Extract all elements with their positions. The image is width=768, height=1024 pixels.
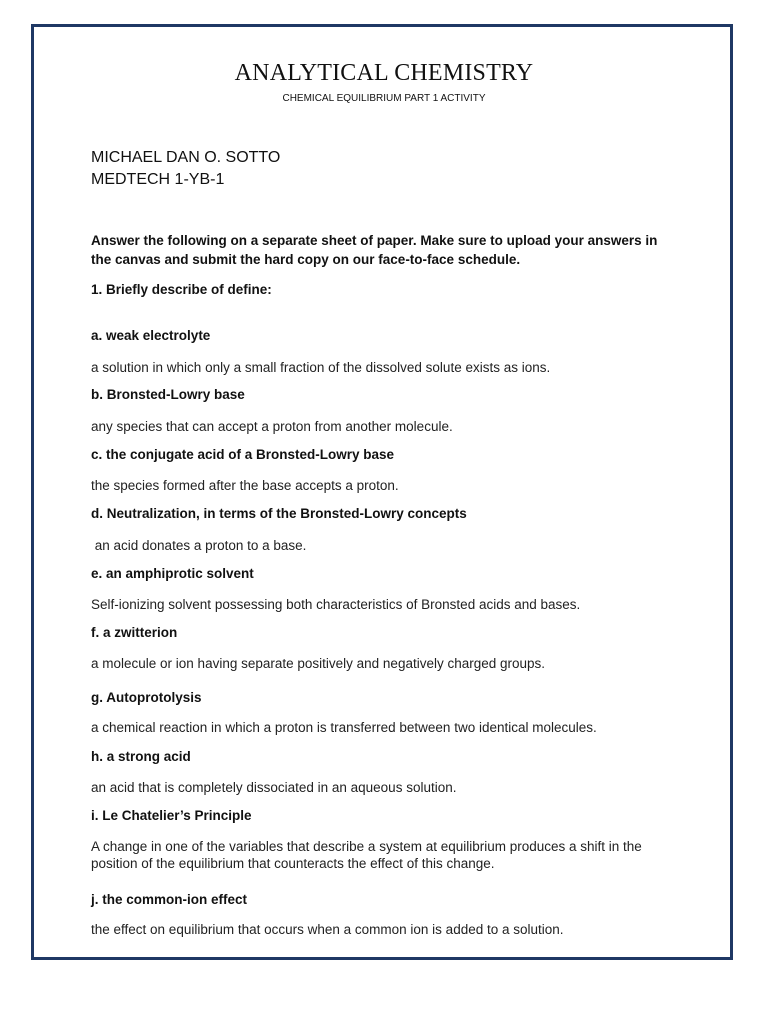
answer-j: the effect on equilibrium that occurs when a common ion is added to a solution. bbox=[91, 922, 564, 937]
answer-h: an acid that is completely dissociated in an aqueous solution. bbox=[91, 780, 457, 795]
instructions: Answer the following on a separate sheet of paper. Make sure to upload your answers in the canvas and submit the hard copy on our face-to-face schedule. bbox=[91, 233, 658, 267]
question-heading: 1. Briefly describe of define: bbox=[91, 282, 272, 297]
answer-f: a molecule or ion having separate positively and negatively charged groups. bbox=[91, 656, 546, 671]
answer-a: a solution in which only a small fraction of the dissolved solute exists as ions. bbox=[91, 360, 551, 375]
answer-e: Self-ionizing solvent possessing both characteristics of Bronsted acids and bases. bbox=[91, 597, 581, 612]
term-i: i. Le Chatelier’s Principle bbox=[91, 808, 252, 823]
term-d: d. Neutralization, in terms of the Bronsted-Lowry concepts bbox=[91, 506, 467, 521]
answer-c: the species formed after the base accepts a proton. bbox=[91, 478, 399, 493]
term-c: c. the conjugate acid of a Bronsted-Lowry base bbox=[91, 447, 395, 462]
answer-d: an acid donates a proton to a base. bbox=[91, 538, 307, 553]
term-b: b. Bronsted-Lowry base bbox=[91, 387, 245, 402]
term-e: e. an amphiprotic solvent bbox=[91, 566, 254, 581]
author-section: MEDTECH 1-YB-1 bbox=[91, 171, 225, 188]
answer-g: a chemical reaction in which a proton is transferred between two identical molecules. bbox=[91, 720, 597, 735]
term-f: f. a zwitterion bbox=[91, 625, 178, 640]
document-subtitle: CHEMICAL EQUILIBRIUM PART 1 ACTIVITY bbox=[282, 93, 486, 104]
answer-i: A change in one of the variables that describe a system at equilibrium produces a shift in the position of the equilibrium that counteracts the effect of this change. bbox=[91, 839, 642, 871]
author-name: MICHAEL DAN O. SOTTO bbox=[91, 149, 281, 166]
term-j: j. the common-ion effect bbox=[91, 892, 248, 907]
answer-b: any species that can accept a proton from another molecule. bbox=[91, 419, 453, 434]
term-a: a. weak electrolyte bbox=[91, 328, 211, 343]
term-g: g. Autoprotolysis bbox=[91, 690, 202, 705]
term-h: h. a strong acid bbox=[91, 749, 191, 764]
document-title: ANALYTICAL CHEMISTRY bbox=[234, 60, 534, 86]
